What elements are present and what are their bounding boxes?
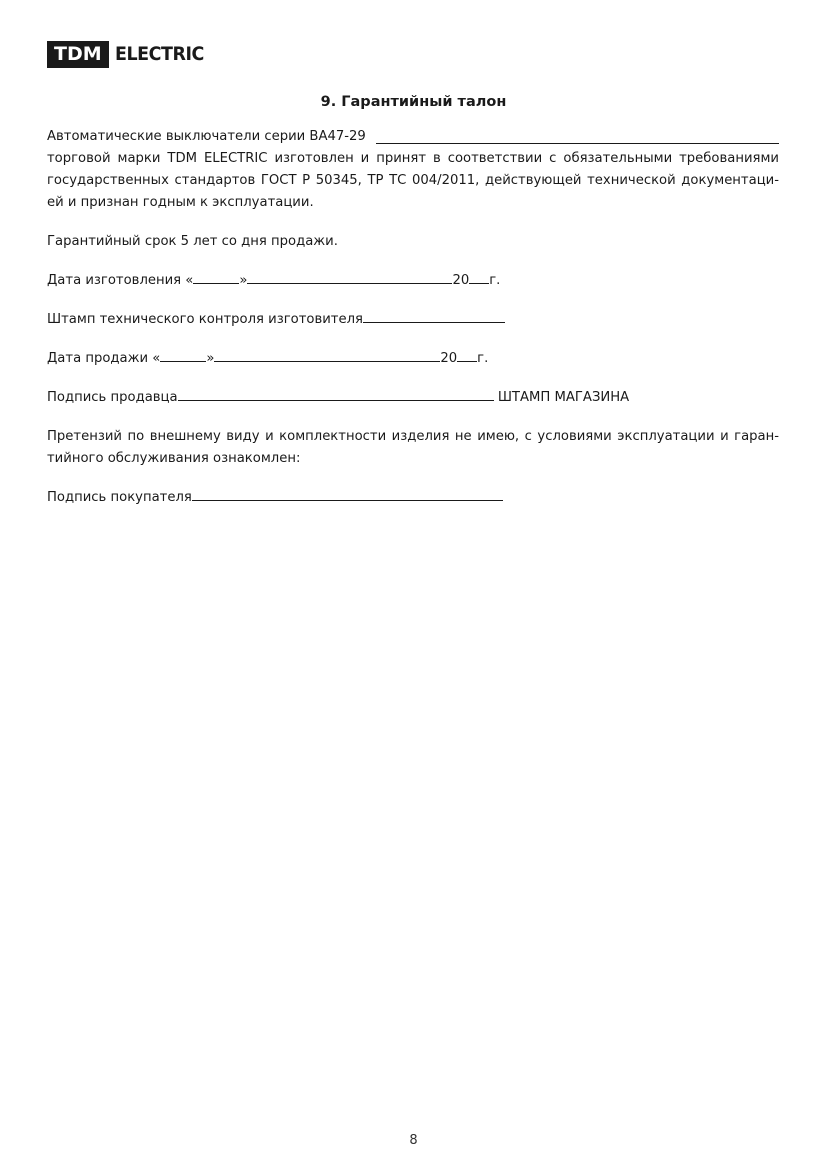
warranty-card-body <box>47 126 779 509</box>
manufacture-quote-close: » <box>239 273 248 288</box>
logo-tdm-box: TDM <box>47 41 109 68</box>
page-title: 9. Гарантийный талон <box>320 94 507 110</box>
claims-line-1: Претензий по внешнему виду и комплектности изделия не имею, с условиями эксплуатации и гаран- <box>47 429 779 444</box>
logo-electric-text: ELECTRIC <box>114 42 204 65</box>
claims-line-2: тийного обслуживания ознакомлен: <box>47 451 301 466</box>
buyer-signature-field[interactable] <box>192 487 503 501</box>
seller-signature-field[interactable] <box>178 387 494 401</box>
sale-date-label: Дата продажи « <box>47 351 161 366</box>
sale-date-row <box>47 348 779 370</box>
tdm-electric-logo <box>47 40 211 68</box>
intro-series-text: Автоматические выключатели серии ВА47-29 <box>47 129 366 144</box>
sale-year-prefix: 20 <box>440 351 458 366</box>
sale-month-field[interactable] <box>214 348 440 362</box>
manufacture-year-suffix: г. <box>489 273 501 288</box>
intro-line-2: торговой марки TDM ELECTRIC изготовлен и принят в соответствии с обязательными требованиями <box>47 151 779 166</box>
stamp-control-label: Штамп технического контроля изготовителя <box>47 312 363 327</box>
manufacture-day-field[interactable] <box>193 270 239 284</box>
intro-line-4: ей и признан годным к эксплуатации. <box>47 195 314 210</box>
warranty-period: Гарантийный срок 5 лет со дня продажи. <box>47 234 338 249</box>
seller-signature-label: Подпись продавца <box>47 390 178 405</box>
buyer-signature-row <box>47 487 779 509</box>
shop-stamp-label: ШТАМП МАГАЗИНА <box>497 390 630 405</box>
stamp-control-field[interactable] <box>363 309 505 323</box>
sale-year-suffix: г. <box>477 351 489 366</box>
series-fill-field[interactable] <box>376 129 779 144</box>
stamp-control-row <box>47 309 779 331</box>
manufacture-date-row <box>47 270 779 292</box>
sale-day-field[interactable] <box>160 348 206 362</box>
sale-year-field[interactable] <box>457 348 477 362</box>
sale-quote-close: » <box>206 351 215 366</box>
seller-signature-row <box>47 387 779 409</box>
manufacture-year-prefix: 20 <box>452 273 470 288</box>
page-number: 8 <box>409 1133 418 1148</box>
intro-line-3: государственных стандартов ГОСТ Р 50345, ТР ТС 004/2011, действующей технической документаци- <box>47 173 779 188</box>
intro-first-line <box>47 126 779 148</box>
manufacture-date-label: Дата изготовления « <box>47 273 194 288</box>
manufacture-year-field[interactable] <box>469 270 489 284</box>
manufacture-month-field[interactable] <box>247 270 452 284</box>
buyer-signature-label: Подпись покупателя <box>47 490 192 505</box>
